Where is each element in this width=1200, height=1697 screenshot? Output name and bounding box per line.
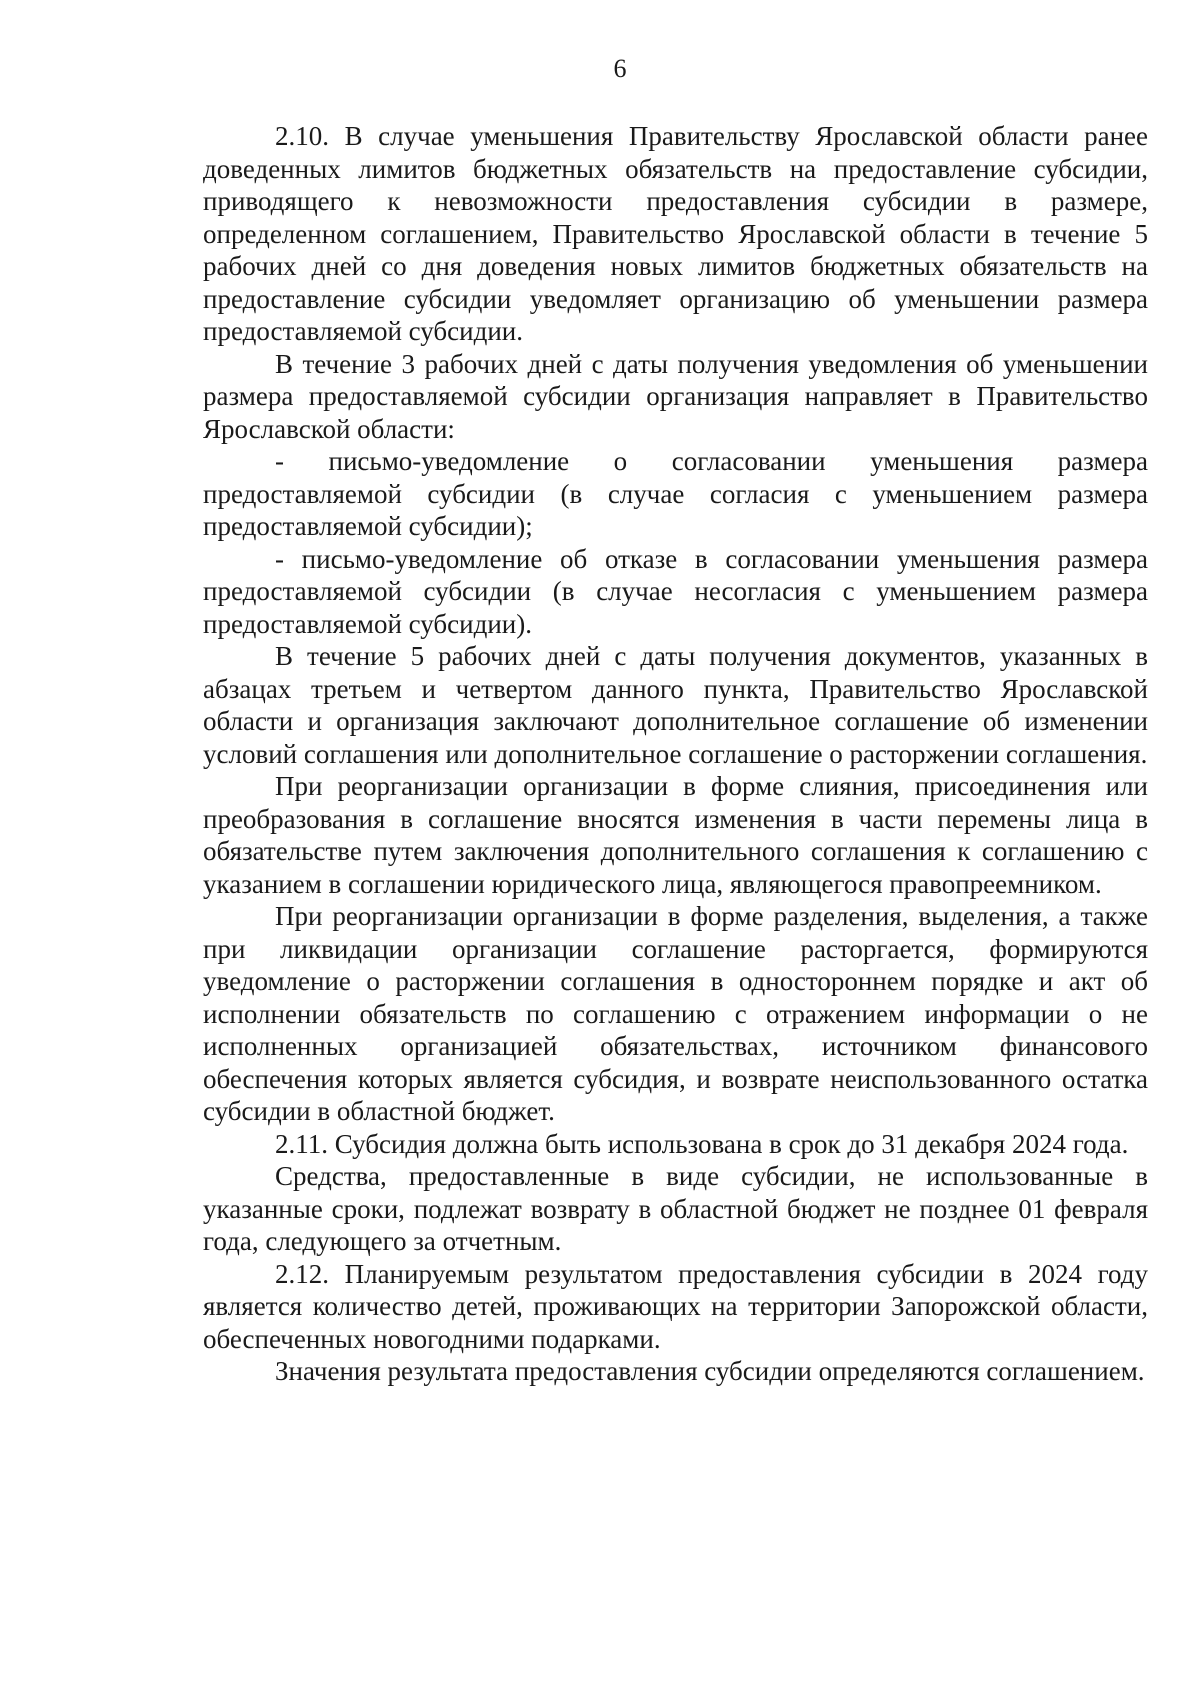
paragraph-reorganization-division: При реорганизации организации в форме разделения, выделения, а также при ликвидации организации соглашение расторгается, формируются уведомление о расторжении соглашения в одностороннем порядке и акт об исполнении обязательств по соглашению с отражением информации о не исполненных организацией обязательствах, источником финансового обеспечения которых является субсидия, и возврате неиспользованного остатка субсидии в областной бюджет. (203, 901, 1148, 1126)
list-item-agreement-letter: - письмо-уведомление о согласовании уменьшения размера предоставляемой субсидии (в случае согласия с уменьшением размера предоставляемой субсидии); (203, 446, 1148, 541)
list-item-refusal-letter: - письмо-уведомление об отказе в согласовании уменьшения размера предоставляемой субсидии (в случае несогласия с уменьшением размера предоставляемой субсидии). (203, 543, 1148, 639)
paragraph-notification-response: В течение 3 рабочих дней с даты получения уведомления об уменьшении размера предоставляемой субсидии организация направляет в Правительство Ярославской области: (203, 348, 1148, 444)
paragraph-unused-funds: Средства, предоставленные в виде субсидии, не использованные в указанные сроки, подлежат возврату в областной бюджет не позднее 01 февраля года, следующего за отчетным. (203, 1161, 1148, 1256)
paragraph-additional-agreement: В течение 5 рабочих дней с даты получения документов, указанных в абзацах третьем и четвертом данного пункта, Правительство Ярославской области и организация заключают дополнительное соглашение об изменении условий соглашения или дополнительное соглашение о расторжении соглашения. (203, 641, 1148, 769)
page-number: 6 (613, 54, 627, 83)
document-body (203, 120, 1148, 1388)
paragraph-result-values: Значения результата предоставления субсидии определяются соглашением. (275, 1356, 1145, 1386)
paragraph-2-10: 2.10. В случае уменьшения Правительству Ярославской области ранее доведенных лимитов бюджетных обязательств на предоставление субсидии, приводящего к невозможности предоставления субсидии в размере, определенном соглашением, Правительство Ярославской области в течение 5 рабочих дней со дня доведения новых лимитов бюджетных обязательств на предоставление субсидии уведомляет организацию об уменьшении размера предоставляемой субсидии. (203, 121, 1148, 346)
paragraph-2-11: 2.11. Субсидия должна быть использована в срок до 31 декабря 2024 года. (275, 1128, 1129, 1159)
paragraph-reorganization-merger: При реорганизации организации в форме слияния, присоединения или преобразования в соглашение вносятся изменения в части перемены лица в обязательстве путем заключения дополнительного соглашения к соглашению с указанием в соглашении юридического лица, являющегося правопреемником. (203, 771, 1148, 899)
paragraph-2-12: 2.12. Планируемым результатом предоставления субсидии в 2024 году является количество детей, проживающих на территории Запорожской области, обеспеченных новогодними подарками. (203, 1258, 1148, 1354)
